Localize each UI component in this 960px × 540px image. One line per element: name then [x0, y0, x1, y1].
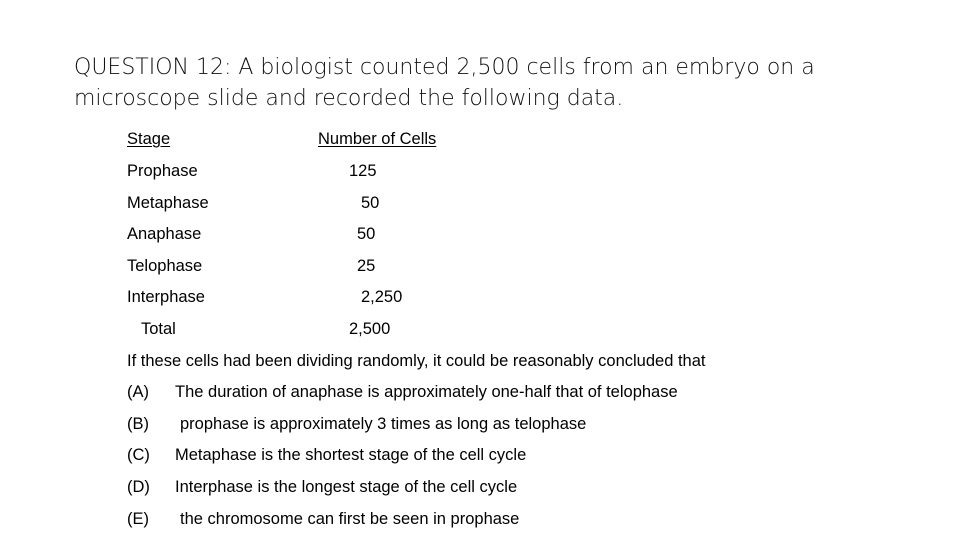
cell-count: 25	[357, 257, 376, 275]
option-letter: (B)	[127, 415, 149, 433]
option-letter: (C)	[127, 446, 150, 464]
stage-name: Telophase	[127, 257, 203, 275]
stage-name: Metaphase	[127, 194, 209, 212]
stage-name: Prophase	[127, 162, 198, 180]
total-label: Total	[141, 320, 176, 338]
cell-count: 2,250	[361, 288, 403, 306]
total-count: 2,500	[349, 320, 391, 338]
slide-title: QUESTION 12: A biologist counted 2,500 cells from an embryo on a microscope slide and recorded the following data.	[74, 55, 815, 111]
option-text: Metaphase is the shortest stage of the cell cycle	[175, 446, 527, 464]
option-text: the chromosome can first be seen in prophase	[180, 510, 520, 528]
header-stage: Stage	[127, 130, 171, 148]
cell-count: 50	[357, 225, 376, 243]
option-text: Interphase is the longest stage of the cell cycle	[175, 478, 518, 496]
question-stem: If these cells had been dividing randomly, it could be reasonably concluded that	[127, 352, 706, 370]
stage-name: Interphase	[127, 288, 205, 306]
stage-name: Anaphase	[127, 225, 202, 243]
option-text: The duration of anaphase is approximately one-half that of telophase	[175, 383, 678, 401]
option-text: prophase is approximately 3 times as long as telophase	[180, 415, 587, 433]
cell-count: 50	[361, 194, 380, 212]
option-letter: (D)	[127, 478, 150, 496]
header-number-of-cells: Number of Cells	[318, 130, 437, 148]
option-letter: (E)	[127, 510, 149, 528]
cell-count: 125	[349, 162, 377, 180]
option-letter: (A)	[127, 383, 149, 401]
